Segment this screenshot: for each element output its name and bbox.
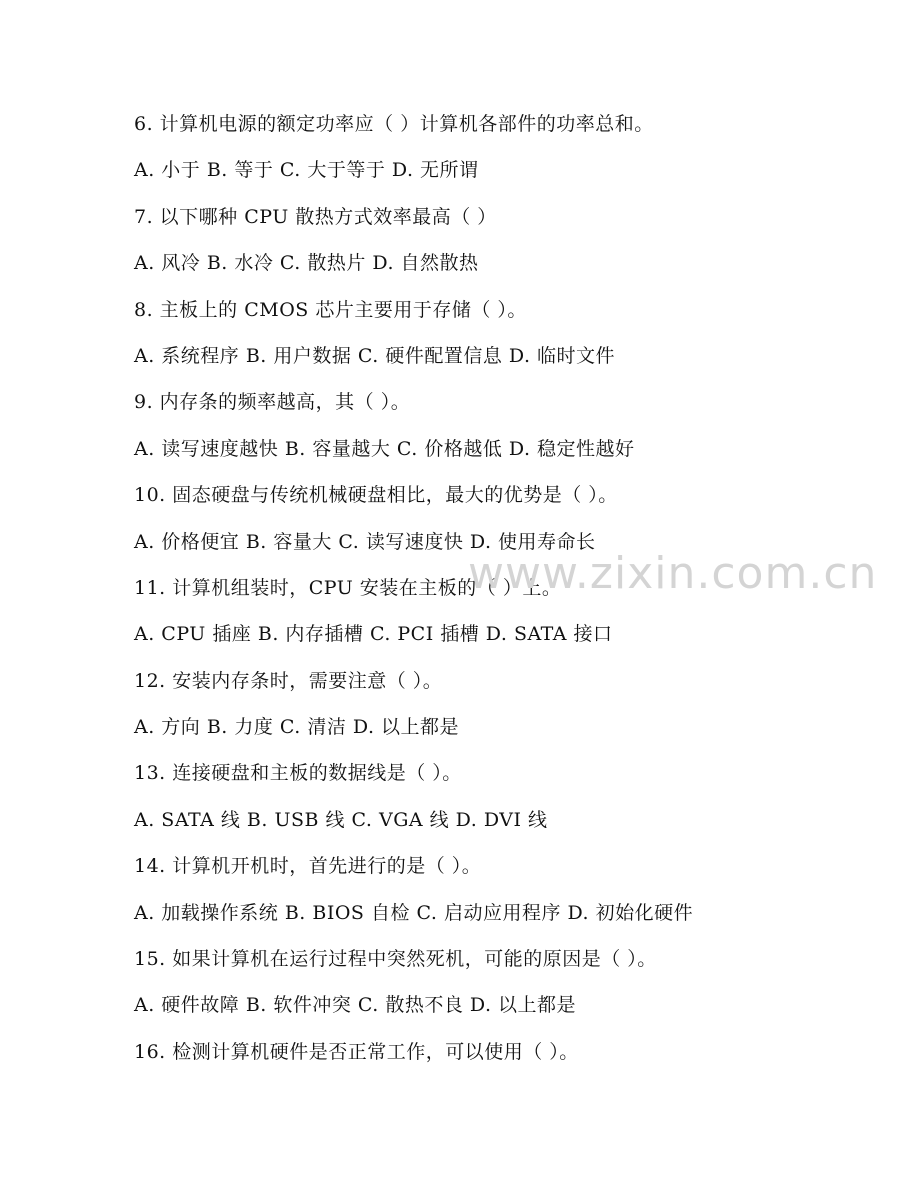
question-13: 13. 连接硬盘和主板的数据线是（ ）。 [134,762,462,785]
options-6: A. 小于 B. 等于 C. 大于等于 D. 无所谓 [134,159,479,182]
question-6: 6. 计算机电源的额定功率应（ ）计算机各部件的功率总和。 [134,113,654,135]
options-12: A. 方向 B. 力度 C. 清洁 D. 以上都是 [134,716,460,739]
options-8: A. 系统程序 B. 用户数据 C. 硬件配置信息 D. 临时文件 [134,344,616,367]
question-15: 15. 如果计算机在运行过程中突然死机，可能的原因是（ ）。 [134,948,657,971]
question-list [134,108,894,1082]
options-9: A. 读写速度越快 B. 容量越大 C. 价格越低 D. 稳定性越好 [134,437,635,460]
options-15: A. 硬件故障 B. 软件冲突 C. 散热不良 D. 以上都是 [134,994,577,1017]
question-11: 11. 计算机组装时，CPU 安装在主板的（ ）上。 [134,576,562,599]
options-10: A. 价格便宜 B. 容量大 C. 读写速度快 D. 使用寿命长 [134,530,596,553]
question-14: 14. 计算机开机时，首先进行的是（ ）。 [134,855,482,878]
options-13: A. SATA 线 B. USB 线 C. VGA 线 D. DVI 线 [134,808,548,831]
question-16: 16. 检测计算机硬件是否正常工作，可以使用（ ）。 [134,1040,579,1063]
question-12: 12. 安装内存条时，需要注意（ ）。 [134,669,443,692]
options-11: A. CPU 插座 B. 内存插槽 C. PCI 插槽 D. SATA 接口 [134,623,613,646]
question-9: 9. 内存条的频率越高，其（ ）。 [134,391,411,414]
watermark: www.zixin.com.cn [468,548,878,599]
question-7: 7. 以下哪种 CPU 散热方式效率最高（ ） [134,205,497,228]
options-14: A. 加载操作系统 B. BIOS 自检 C. 启动应用程序 D. 初始化硬件 [134,901,694,924]
question-8: 8. 主板上的 CMOS 芯片主要用于存储（ ）。 [134,298,527,321]
question-10: 10. 固态硬盘与传统机械硬盘相比，最大的优势是（ ）。 [134,484,618,507]
options-7: A. 风冷 B. 水冷 C. 散热片 D. 自然散热 [134,252,479,275]
